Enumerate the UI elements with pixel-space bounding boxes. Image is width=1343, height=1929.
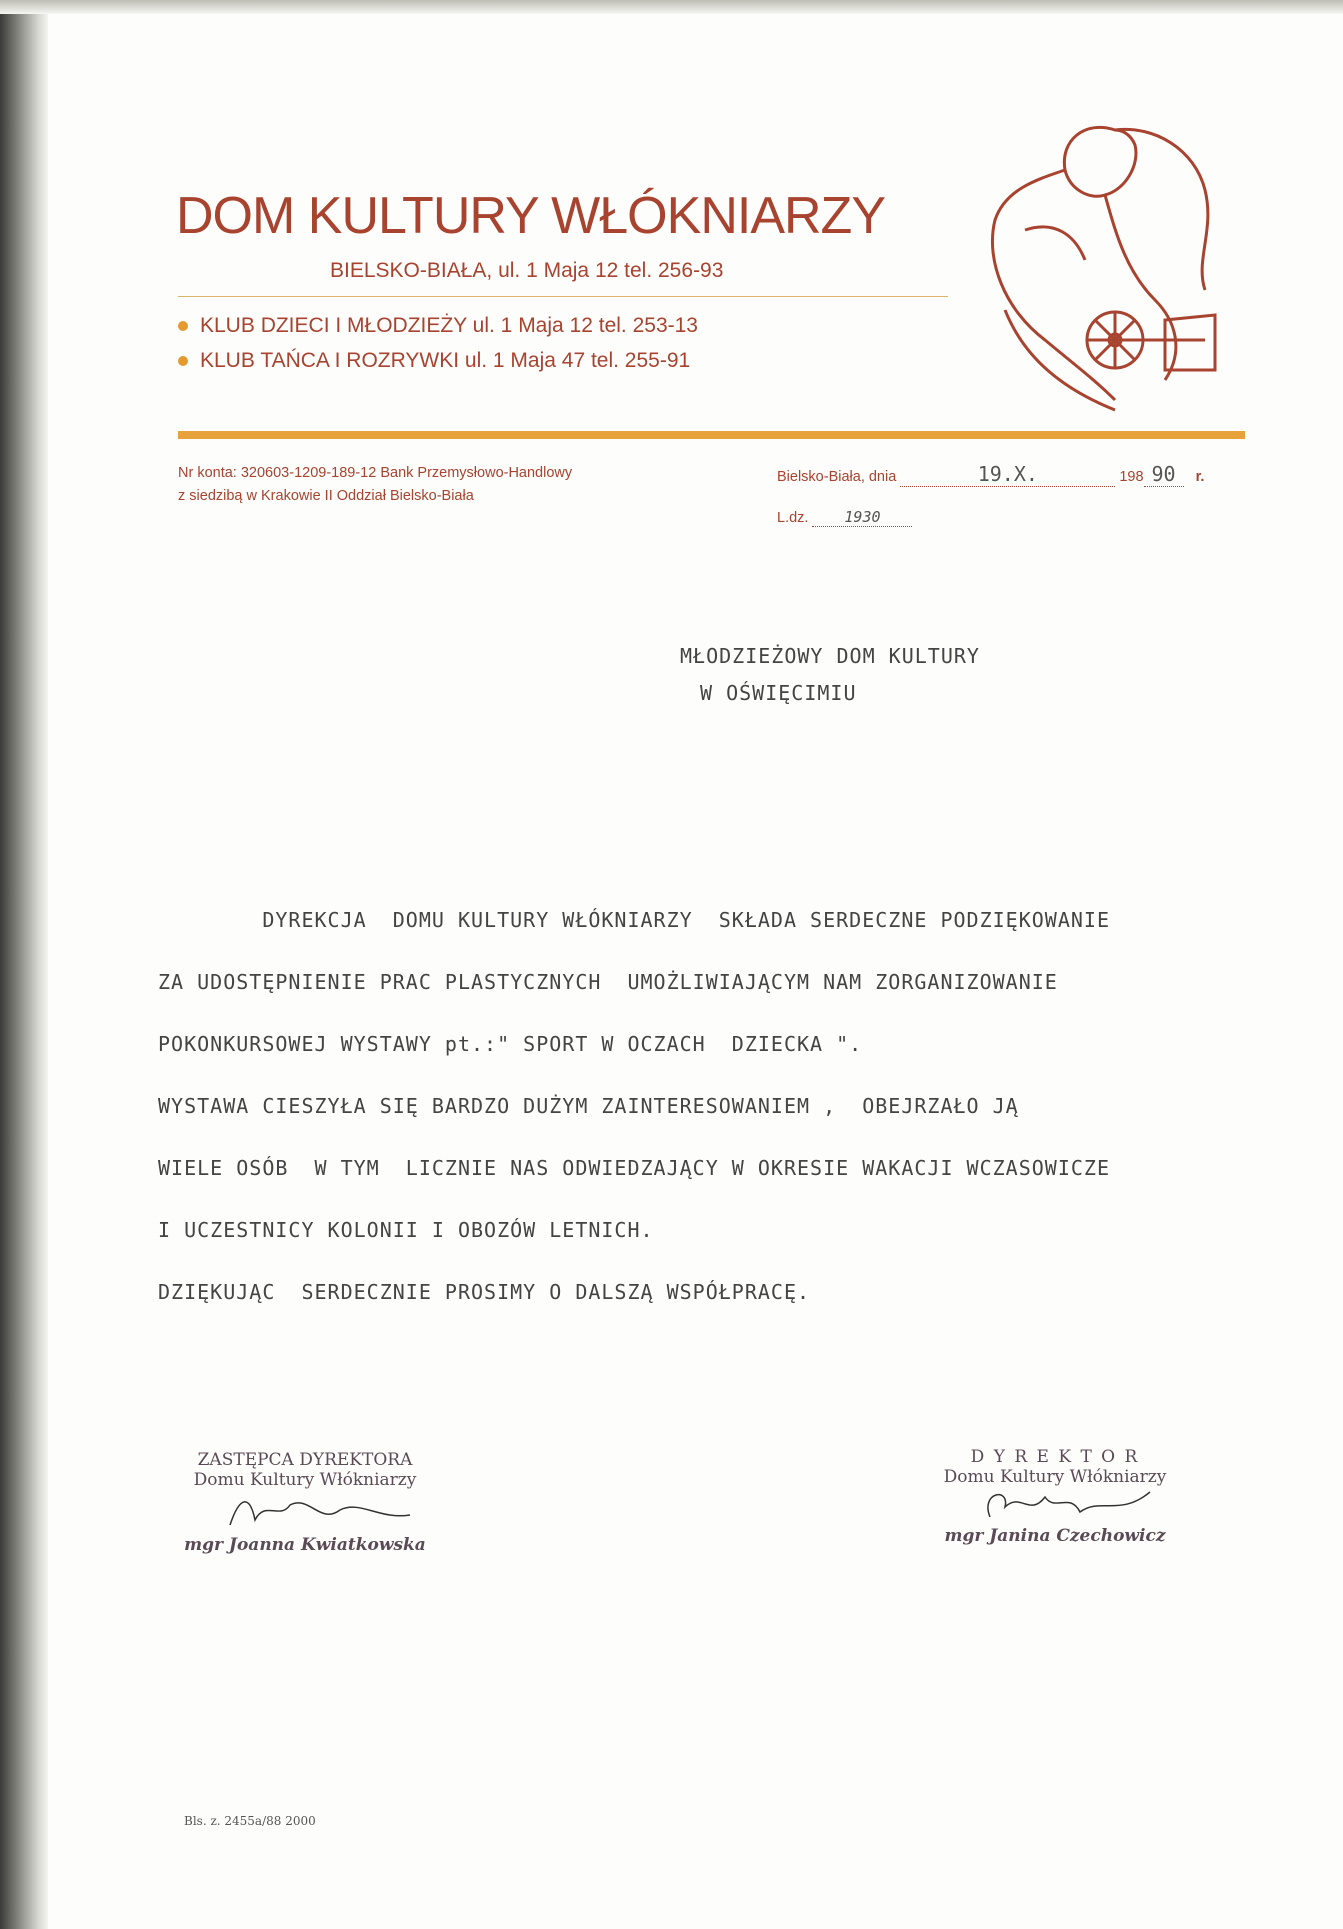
club-text: KLUB TAŃCA I ROZRYWKI ul. 1 Maja 47 tel. 255-91 <box>200 349 691 372</box>
recipient-line: MŁODZIEŻOWY DOM KULTURY <box>680 644 980 668</box>
club-line <box>178 349 690 373</box>
ldz-label: L.dz. <box>777 510 809 526</box>
date-value: 19.X. <box>900 462 1115 487</box>
date-line <box>777 462 1204 487</box>
header-rule <box>178 296 948 297</box>
body-line: WIELE OSÓB W TYM LICZNIE NAS ODWIEDZAJĄCY W OKRESIE WAKACJI WCZASOWICZE <box>158 1156 1110 1180</box>
account-line-1: Nr konta: 320603-1209-189-12 Bank Przemysłowo-Handlowy <box>178 465 573 481</box>
club-text: KLUB DZIECI I MŁODZIEŻY ul. 1 Maja 12 tel. 253-13 <box>200 314 698 337</box>
year-suffix: r. <box>1195 469 1205 485</box>
signature-org: Domu Kultury Włókniarzy <box>943 1467 1167 1487</box>
page-edge <box>0 0 48 1929</box>
print-footer: Bls. z. 2455a/88 2000 <box>184 1814 316 1828</box>
account-line-2: z siedzibą w Krakowie II Oddział Bielsko-Biała <box>178 488 474 504</box>
year-prefix: 198 <box>1119 469 1144 485</box>
signature-name: mgr Janina Czechowicz <box>944 1526 1166 1546</box>
recipient-line: W OŚWIĘCIMIU <box>700 681 857 705</box>
signature-name: mgr Joanna Kwiatkowska <box>184 1535 426 1555</box>
bullet-icon <box>178 321 188 331</box>
ldz-line <box>777 508 912 527</box>
letter-body <box>158 908 1110 1342</box>
signature-left <box>170 1450 440 1555</box>
signature-title: ZASTĘPCA DYREKTORA <box>197 1450 413 1470</box>
handwritten-signature-icon <box>180 1490 430 1530</box>
header-bar <box>178 431 1245 439</box>
letterhead-title: DOM KULTURY WŁÓKNIARZY <box>176 187 885 245</box>
body-line: POKONKURSOWEJ WYSTAWY pt.:" SPORT W OCZACH DZIECKA ". <box>158 1032 863 1056</box>
body-line: ZA UDOSTĘPNIENIE PRAC PLASTYCZNYCH UMOŻLIWIAJĄCYM NAM ZORGANIZOWANIE <box>158 970 1058 994</box>
year-value: 90 <box>1144 462 1184 487</box>
signature-title: D Y R E K T O R <box>970 1447 1140 1467</box>
signature-org: Domu Kultury Włókniarzy <box>193 1470 417 1490</box>
letterhead-address: BIELSKO-BIAŁA, ul. 1 Maja 12 tel. 256-93 <box>330 259 724 282</box>
handwritten-signature-icon <box>930 1487 1180 1521</box>
body-line: DZIĘKUJĄC SERDECZNIE PROSIMY O DALSZĄ WSPÓŁPRACĘ. <box>158 1280 811 1304</box>
spinner-woman-logo-icon <box>965 110 1255 420</box>
body-line: I UCZESTNICY KOLONII I OBOZÓW LETNICH. <box>158 1218 654 1242</box>
signature-right <box>920 1447 1190 1546</box>
body-line: DYREKCJA DOMU KULTURY WŁÓKNIARZY SKŁADA SERDECZNE PODZIĘKOWANIE <box>158 908 1110 932</box>
body-line: WYSTAWA CIESZYŁA SIĘ BARDZO DUŻYM ZAINTERESOWANIEM , OBEJRZAŁO JĄ <box>158 1094 1019 1118</box>
date-label: Bielsko-Biała, dnia <box>777 469 897 485</box>
club-line <box>178 314 698 338</box>
ldz-value: 1930 <box>812 508 912 527</box>
bullet-icon <box>178 356 188 366</box>
page-top-edge <box>0 0 1343 14</box>
